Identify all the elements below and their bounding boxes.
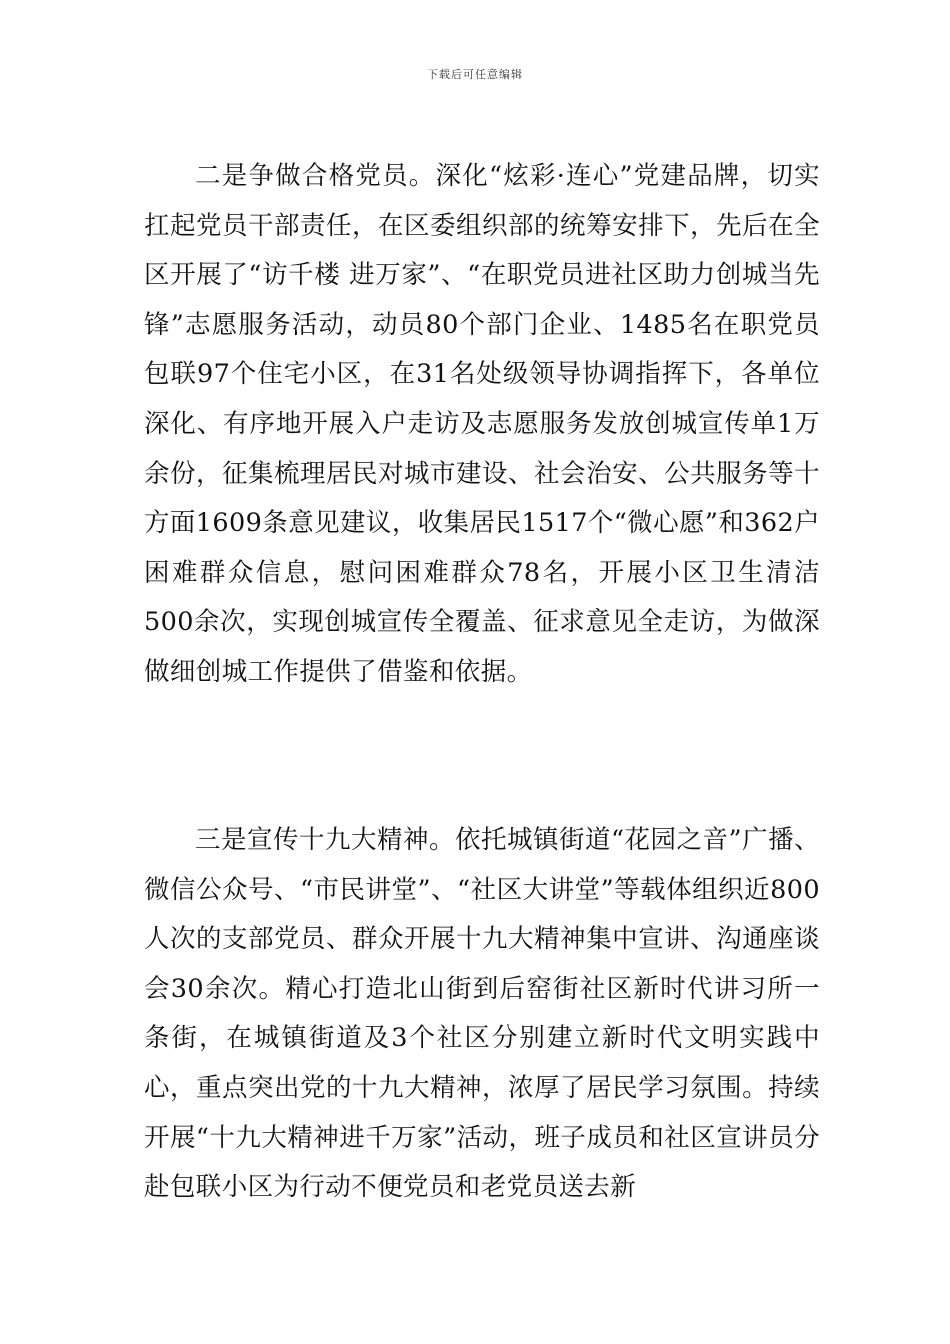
paragraph-text: 二是争做合格党员。深化“炫彩·连心”党建品牌，切实扛起党员干部责任，在区委组织部的统筹安排下，先后在全区开展了“访千楼 进万家”、“在职党员进社区助力创城当先锋”志愿服务活动，动员80个部门企业、1485名在职党员包联97个住宅小区，在31名处级领导协调指挥下，各单位深化、有序地开展入户走访及志愿服务发放创城宣传单1万余份，征集梳理居民对城市建设、社会治安、公共服务等十方面1609条意见建议，收集居民1517个“微心愿”和362户困难群众信息，慰问困难群众78名，开展小区卫生清洁500余次，实现创城宣传全覆盖、征求意见全走访，为做深做细创城工作提供了借鉴和依据。 [144, 161, 820, 687]
page-header: 下载后可任意编辑 [427, 68, 523, 81]
paragraph-party-members [144, 152, 820, 698]
paragraph-text: 三是宣传十九大精神。依托城镇街道“花园之音”广播、微信公众号、“市民讲堂”、“社区大讲堂”等载体组织近800人次的支部党员、群众开展十九大精神集中宣讲、沟通座谈会30余次。精心打造北山街到后窑街社区新时代讲习所一条街，在城镇街道及3个社区分别建立新时代文明实践中心，重点突出党的十九大精神，浓厚了居民学习氛围。持续开展“十九大精神进千万家”活动，班子成员和社区宣讲员分赴包联小区为行动不便党员和老党员送去新 [144, 825, 820, 1203]
paragraph-nineteenth-congress [144, 816, 820, 1213]
